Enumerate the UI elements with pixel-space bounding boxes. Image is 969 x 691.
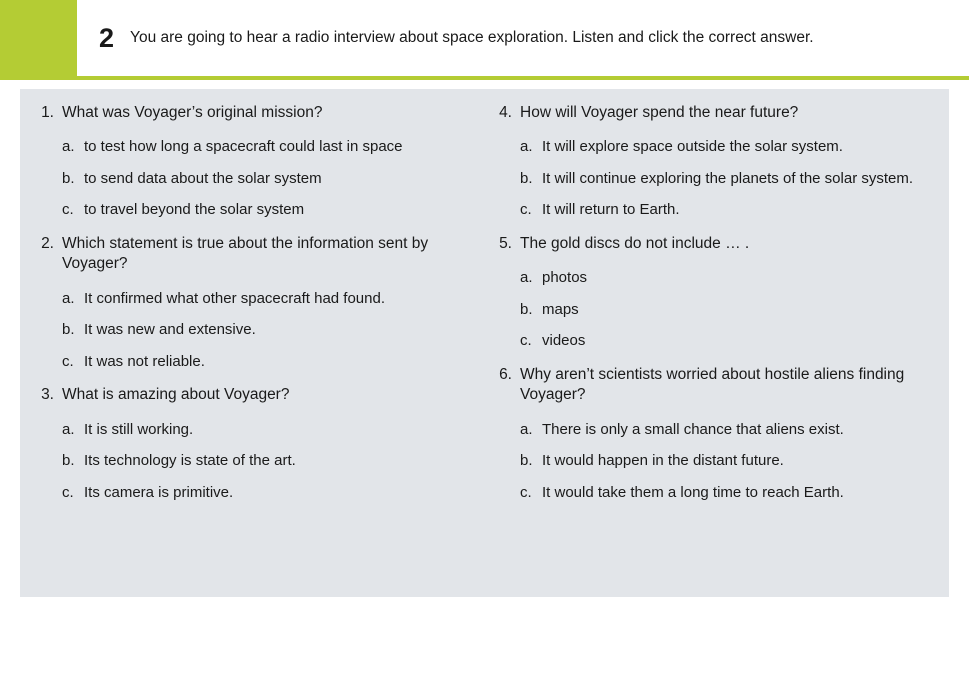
- header-content: [77, 0, 969, 76]
- question-2-option-c-label: c.: [62, 352, 74, 370]
- question-3-option-a-text: It is still working.: [84, 420, 194, 438]
- question-5: [494, 234, 938, 351]
- question-2-option-c-text: It was not reliable.: [84, 352, 205, 370]
- question-1-option-c-label: c.: [62, 201, 74, 219]
- question-2-option-c[interactable]: [36, 352, 474, 372]
- question-6-option-a[interactable]: [494, 420, 938, 440]
- question-1-prompt: [36, 103, 474, 123]
- question-3-option-c[interactable]: [36, 483, 474, 503]
- question-2-text: Which statement is true about the information sent by Voyager?: [62, 234, 429, 273]
- question-5-option-b-text: maps: [542, 300, 579, 318]
- question-1-option-c-text: to travel beyond the solar system: [84, 201, 305, 219]
- question-5-option-c[interactable]: [494, 331, 938, 351]
- question-3-option-a-label: a.: [62, 420, 75, 438]
- question-5-option-c-text: videos: [542, 332, 586, 350]
- question-1: [36, 103, 474, 220]
- question-6: [494, 365, 938, 502]
- question-6-prompt: [494, 365, 938, 406]
- question-2: [36, 234, 474, 371]
- question-3-number: 3.: [41, 386, 54, 404]
- exercise-instruction: You are going to hear a radio interview about space exploration. Listen and click the correct answer.: [130, 28, 814, 46]
- questions-column-right: [484, 89, 948, 597]
- question-6-option-c-text: It would take them a long time to reach Earth.: [542, 483, 844, 501]
- question-4-option-b-text: It will continue exploring the planets of the solar system.: [542, 169, 914, 187]
- question-5-option-a[interactable]: [494, 268, 938, 288]
- question-3-option-c-label: c.: [62, 483, 74, 501]
- question-6-option-b[interactable]: [494, 451, 938, 471]
- question-3-option-b-text: Its technology is state of the art.: [84, 452, 296, 470]
- question-3-prompt: [36, 385, 474, 405]
- exercise-header: [0, 0, 969, 76]
- question-5-option-b-label: b.: [520, 300, 533, 318]
- question-2-prompt: [36, 234, 474, 275]
- question-3-option-c-text: Its camera is primitive.: [84, 483, 234, 501]
- question-6-option-b-label: b.: [520, 452, 533, 470]
- question-2-option-b-label: b.: [62, 321, 75, 339]
- questions-column-left: [20, 89, 484, 597]
- question-4-text: How will Voyager spend the near future?: [520, 104, 799, 121]
- exercise-number: 2: [99, 22, 115, 53]
- question-5-prompt: [494, 234, 938, 254]
- question-5-text: The gold discs do not include … .: [520, 234, 750, 252]
- question-6-option-a-label: a.: [520, 420, 533, 438]
- question-5-option-b[interactable]: [494, 300, 938, 320]
- question-4-prompt: [494, 103, 938, 123]
- question-3-option-b-label: b.: [62, 452, 75, 470]
- question-1-option-b-label: b.: [62, 169, 75, 187]
- question-3: [36, 385, 474, 502]
- question-1-text: What was Voyager’s original mission?: [62, 104, 323, 121]
- question-4-option-c-text: It will return to Earth.: [542, 201, 680, 219]
- question-4-number: 4.: [499, 104, 512, 121]
- question-1-option-b[interactable]: [36, 169, 474, 189]
- question-6-option-c-label: c.: [520, 483, 532, 501]
- question-4-option-a[interactable]: [494, 137, 938, 157]
- question-1-option-b-text: to send data about the solar system: [84, 169, 322, 187]
- question-5-number: 5.: [499, 234, 512, 252]
- question-2-option-a-text: It confirmed what other spacecraft had found.: [84, 289, 386, 307]
- question-1-option-a-text: to test how long a spacecraft could last in space: [84, 138, 403, 156]
- question-6-number: 6.: [499, 365, 512, 383]
- question-5-option-a-text: photos: [542, 269, 588, 287]
- question-2-option-a-label: a.: [62, 289, 75, 307]
- question-3-option-a[interactable]: [36, 420, 474, 440]
- question-1-option-a-label: a.: [62, 138, 75, 156]
- header-color-block: [0, 0, 77, 76]
- question-4-option-a-text: It will explore space outside the solar system.: [542, 138, 843, 156]
- question-1-number: 1.: [41, 104, 54, 121]
- question-4-option-a-label: a.: [520, 138, 533, 156]
- question-3-text: What is amazing about Voyager?: [62, 386, 290, 404]
- question-2-number: 2.: [41, 234, 54, 252]
- question-6-option-b-text: It would happen in the distant future.: [542, 452, 784, 470]
- question-6-text: Why aren’t scientists worried about hostile aliens finding Voyager?: [520, 365, 905, 404]
- question-5-option-c-label: c.: [520, 332, 532, 350]
- question-2-option-b-text: It was new and extensive.: [84, 321, 256, 339]
- question-4-option-b-label: b.: [520, 169, 533, 187]
- question-3-option-b[interactable]: [36, 451, 474, 471]
- question-1-option-c[interactable]: [36, 200, 474, 220]
- question-4: [494, 103, 938, 220]
- question-1-option-a[interactable]: [36, 137, 474, 157]
- question-6-option-a-text: There is only a small chance that aliens exist.: [542, 420, 844, 438]
- header-divider: [0, 76, 969, 80]
- question-2-option-b[interactable]: [36, 320, 474, 340]
- question-2-option-a[interactable]: [36, 289, 474, 309]
- question-4-option-b[interactable]: [494, 169, 938, 189]
- question-4-option-c[interactable]: [494, 200, 938, 220]
- question-6-option-c[interactable]: [494, 483, 938, 503]
- questions-panel: [20, 89, 949, 597]
- question-5-option-a-label: a.: [520, 269, 533, 287]
- question-4-option-c-label: c.: [520, 201, 532, 219]
